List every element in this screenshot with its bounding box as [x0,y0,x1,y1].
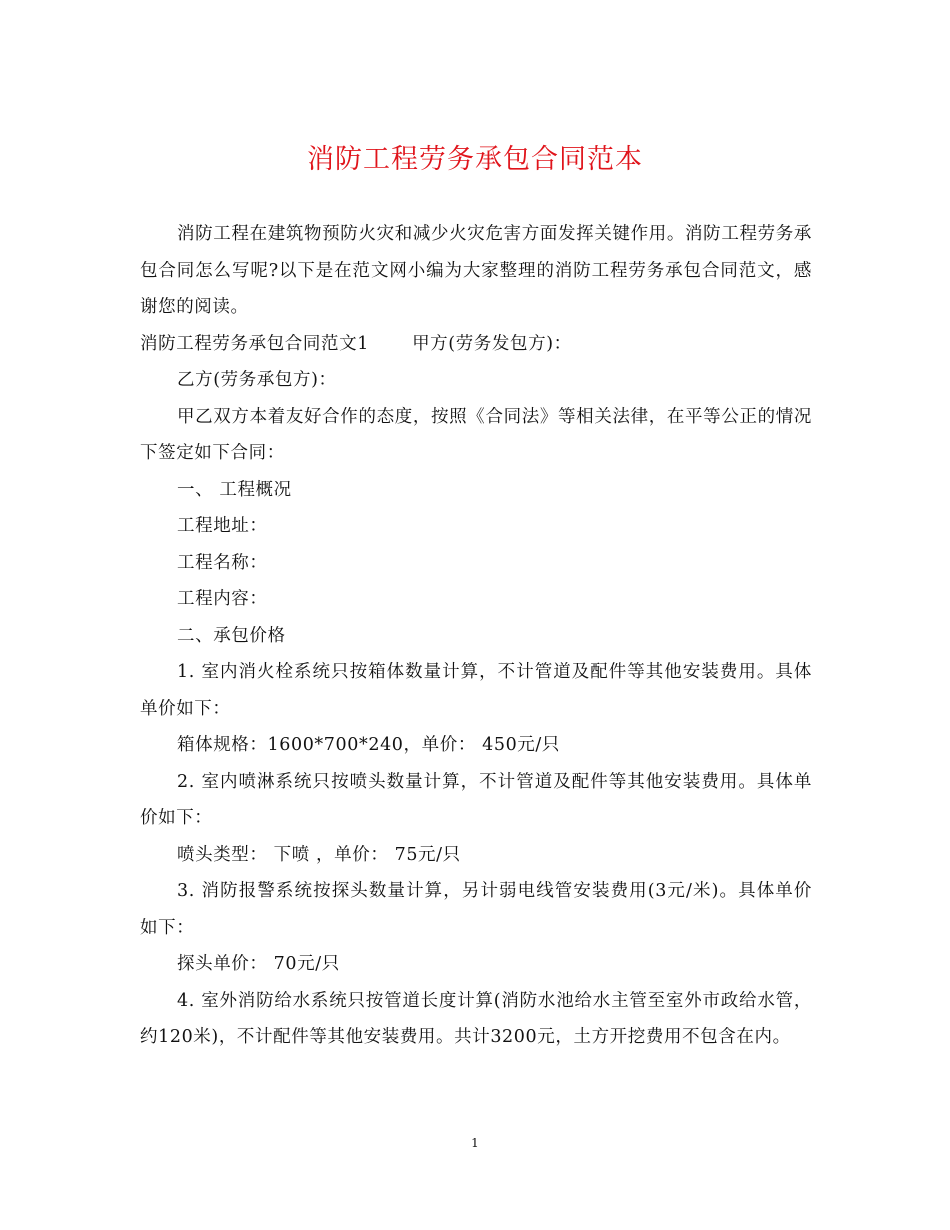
section-2-title: 二、承包价格 [177,625,286,646]
document-body [140,216,812,1056]
page-number: 1 [471,1136,479,1150]
price-item-2-detail: 喷头类型： 下喷 ，单价： 75元/只 [177,844,461,865]
price-item-3: 3. 消防报警系统按探头数量计算，另计弱电线管安装费用(3元/米)。具体单价如下： [140,881,812,938]
preamble-paragraph: 甲乙双方本着友好合作的态度，按照《合同法》等相关法律，在平等公正的情况下签定如下合同： [140,406,812,463]
project-address-field: 工程地址： [177,516,268,536]
price-item-1-detail: 箱体规格：1600*700*240，单价： 450元/只 [177,735,561,755]
sample-heading: 消防工程劳务承包合同范文1 [140,333,369,354]
price-item-1: 1. 室内消火栓系统只按箱体数量计算，不计管道及配件等其他安装费用。具体单价如下： [140,662,812,719]
party-b-label: 乙方(劳务承包方)： [177,370,337,390]
section-1-title: 一、 工程概况 [177,479,292,500]
party-a-label: 甲方(劳务发包方)： [412,333,572,354]
price-item-2: 2. 室内喷淋系统只按喷头数量计算，不计管道及配件等其他安装费用。具体单价如下： [140,771,812,828]
price-item-4: 4. 室外消防给水系统只按管道长度计算(消防水池给水主管至室外市政给水管，约120米)，不计配件等其他安装费用。共计3200元，土方开挖费用不包含在内。 [140,990,812,1047]
project-name-field: 工程名称： [177,552,268,573]
project-content-field: 工程内容： [177,589,268,609]
document-title: 消防工程劳务承包合同范本 [307,144,643,175]
intro-paragraph: 消防工程在建筑物预防火灾和减少火灾危害方面发挥关键作用。消防工程劳务承包合同怎么写呢?以下是在范文网小编为大家整理的消防工程劳务承包合同范文，感谢您的阅读。 [140,224,812,317]
sample-heading-row [140,326,812,363]
price-item-3-detail: 探头单价： 70元/只 [177,954,340,974]
